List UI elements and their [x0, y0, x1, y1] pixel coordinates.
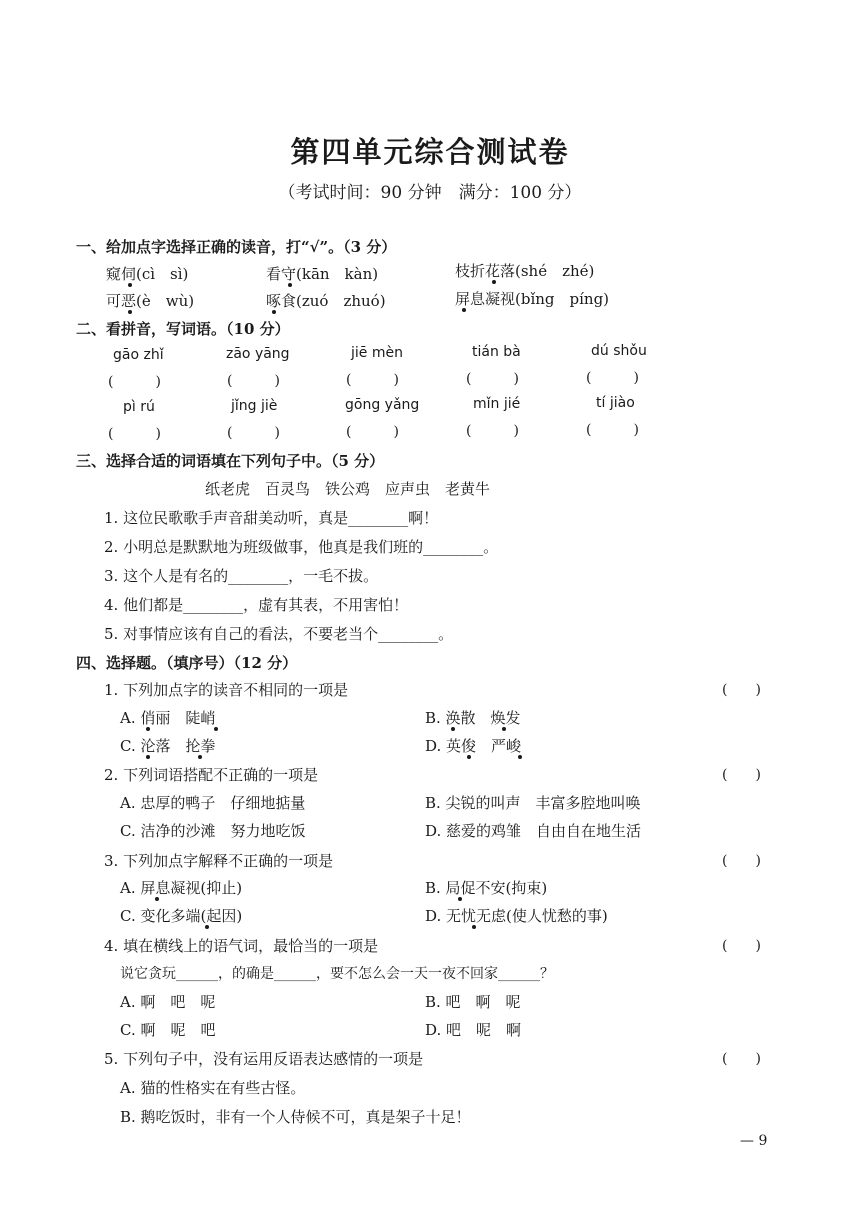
page-subtitle: （考试时间：90 分钟 满分：100 分）	[278, 183, 582, 203]
option: A. 啊 吧 呢	[120, 993, 216, 1011]
pinyin-prompt: mǐn jié	[473, 396, 521, 412]
answer-blank[interactable]: ( )	[722, 853, 761, 869]
fill-sentence: 2. 小明总是默默地为班级做事，他真是我们班的________。	[104, 538, 499, 556]
answer-blank[interactable]: ( )	[466, 423, 519, 439]
answer-blank[interactable]: ( )	[227, 373, 280, 389]
option: A. 猫的性格实在有些古怪。	[120, 1079, 306, 1097]
page-number: — 9	[740, 1133, 768, 1149]
question-stem: 4. 填在横线上的语气词，最恰当的一项是	[104, 937, 379, 955]
fill-sentence: 3. 这个人是有名的________，一毛不拔。	[104, 567, 379, 585]
answer-blank[interactable]: ( )	[227, 425, 280, 441]
q1-item: 屏息凝视(bǐng píng)	[455, 290, 610, 308]
emphasis-dot	[451, 727, 455, 731]
answer-blank[interactable]: ( )	[722, 767, 761, 783]
pinyin-prompt: jǐng jiè	[231, 398, 278, 414]
emphasis-dot	[155, 897, 159, 901]
emphasis-dot	[472, 925, 476, 929]
answer-blank[interactable]: ( )	[722, 682, 761, 698]
pinyin-prompt: gāo zhǐ	[113, 347, 164, 363]
q1-item: 看守(kān kàn)	[266, 265, 379, 283]
fill-sentence: 5. 对事情应该有自己的看法，不要老当个________。	[104, 625, 454, 643]
pinyin-prompt: dú shǒu	[591, 343, 647, 359]
answer-blank[interactable]: ( )	[722, 1051, 761, 1067]
emphasis-dot	[462, 308, 466, 312]
option: C. 洁净的沙滩 努力地吃饭	[120, 822, 306, 840]
fill-sentence: 1. 这位民歌歌手声音甜美动听，真是________啊！	[104, 509, 439, 527]
question-sentence: 说它贪玩______，的确是______，要不怎么会一天一夜不回家______？	[120, 966, 554, 982]
emphasis-dot	[214, 727, 218, 731]
pinyin-prompt: pì rú	[123, 399, 155, 415]
pinyin-prompt: jiē mèn	[351, 345, 403, 361]
option: A. 忠厚的鸭子 仔细地掂量	[120, 794, 306, 812]
question-stem: 1. 下列加点字的读音不相同的一项是	[104, 681, 349, 699]
emphasis-dot	[146, 727, 150, 731]
section-2-heading: 二、看拼音，写词语。（10 分）	[76, 320, 290, 338]
q1-item: 可恶(è wù)	[106, 292, 195, 310]
emphasis-dot	[128, 310, 132, 314]
emphasis-dot	[518, 755, 522, 759]
question-stem: 2. 下列词语搭配不正确的一项是	[104, 766, 319, 784]
answer-blank[interactable]: ( )	[346, 372, 399, 388]
option: D. 吧 呢 啊	[425, 1021, 522, 1039]
answer-blank[interactable]: ( )	[346, 424, 399, 440]
option: D. 慈爱的鸡雏 自由自在地生活	[425, 822, 642, 840]
emphasis-dot	[502, 727, 506, 731]
q1-item: 窥伺(cì sì)	[106, 265, 189, 283]
option: A. 屏息凝视(抑止)	[120, 879, 243, 897]
option: C. 啊 呢 吧	[120, 1021, 216, 1039]
option: B. 鹅吃饭时，非有一个人侍候不可，真是架子十足！	[120, 1108, 471, 1126]
section-1-heading: 一、给加点字选择正确的读音，打“√”。（3 分）	[76, 238, 397, 256]
answer-blank[interactable]: ( )	[466, 371, 519, 387]
section-3-heading: 三、选择合适的词语填在下列句子中。（5 分）	[76, 452, 385, 470]
answer-blank[interactable]: ( )	[108, 374, 161, 390]
pinyin-prompt: tián bà	[472, 344, 521, 360]
answer-blank[interactable]: ( )	[586, 422, 639, 438]
pinyin-prompt: gōng yǎng	[345, 397, 420, 413]
emphasis-dot	[198, 755, 202, 759]
emphasis-dot	[272, 310, 276, 314]
answer-blank[interactable]: ( )	[108, 426, 161, 442]
question-stem: 3. 下列加点字解释不正确的一项是	[104, 852, 334, 870]
section-4-heading: 四、选择题。（填序号）（12 分）	[76, 654, 298, 672]
fill-sentence: 4. 他们都是________，虚有其表，不用害怕！	[104, 596, 409, 614]
emphasis-dot	[458, 897, 462, 901]
option: C. 变化多端(起因)	[120, 907, 243, 925]
option: B. 局促不安(拘束)	[425, 879, 548, 897]
page-title: 第四单元综合测试卷	[290, 135, 570, 169]
option: A. 俏丽 陡峭	[120, 709, 216, 727]
question-stem: 5. 下列句子中，没有运用反语表达感情的一项是	[104, 1050, 424, 1068]
q1-item: 啄食(zuó zhuó)	[266, 292, 386, 310]
pinyin-prompt: tí jiào	[596, 395, 635, 411]
word-bank: 纸老虎 百灵鸟 铁公鸡 应声虫 老黄牛	[205, 480, 491, 498]
emphasis-dot	[492, 280, 496, 284]
option: B. 尖锐的叫声 丰富多腔地叫唤	[425, 794, 641, 812]
emphasis-dot	[146, 755, 150, 759]
option: B. 涣散 焕发	[425, 709, 521, 727]
emphasis-dot	[205, 925, 209, 929]
option: C. 沦落 抡拳	[120, 737, 216, 755]
emphasis-dot	[288, 283, 292, 287]
answer-blank[interactable]: ( )	[586, 370, 639, 386]
emphasis-dot	[467, 755, 471, 759]
answer-blank[interactable]: ( )	[722, 938, 761, 954]
option: B. 吧 啊 呢	[425, 993, 521, 1011]
emphasis-dot	[128, 283, 132, 287]
pinyin-prompt: zāo yāng	[226, 346, 290, 362]
option: D. 英俊 严峻	[425, 737, 522, 755]
q1-item: 枝折花落(shé zhé)	[455, 262, 595, 280]
option: D. 无忧无虑(使人忧愁的事)	[425, 907, 608, 925]
